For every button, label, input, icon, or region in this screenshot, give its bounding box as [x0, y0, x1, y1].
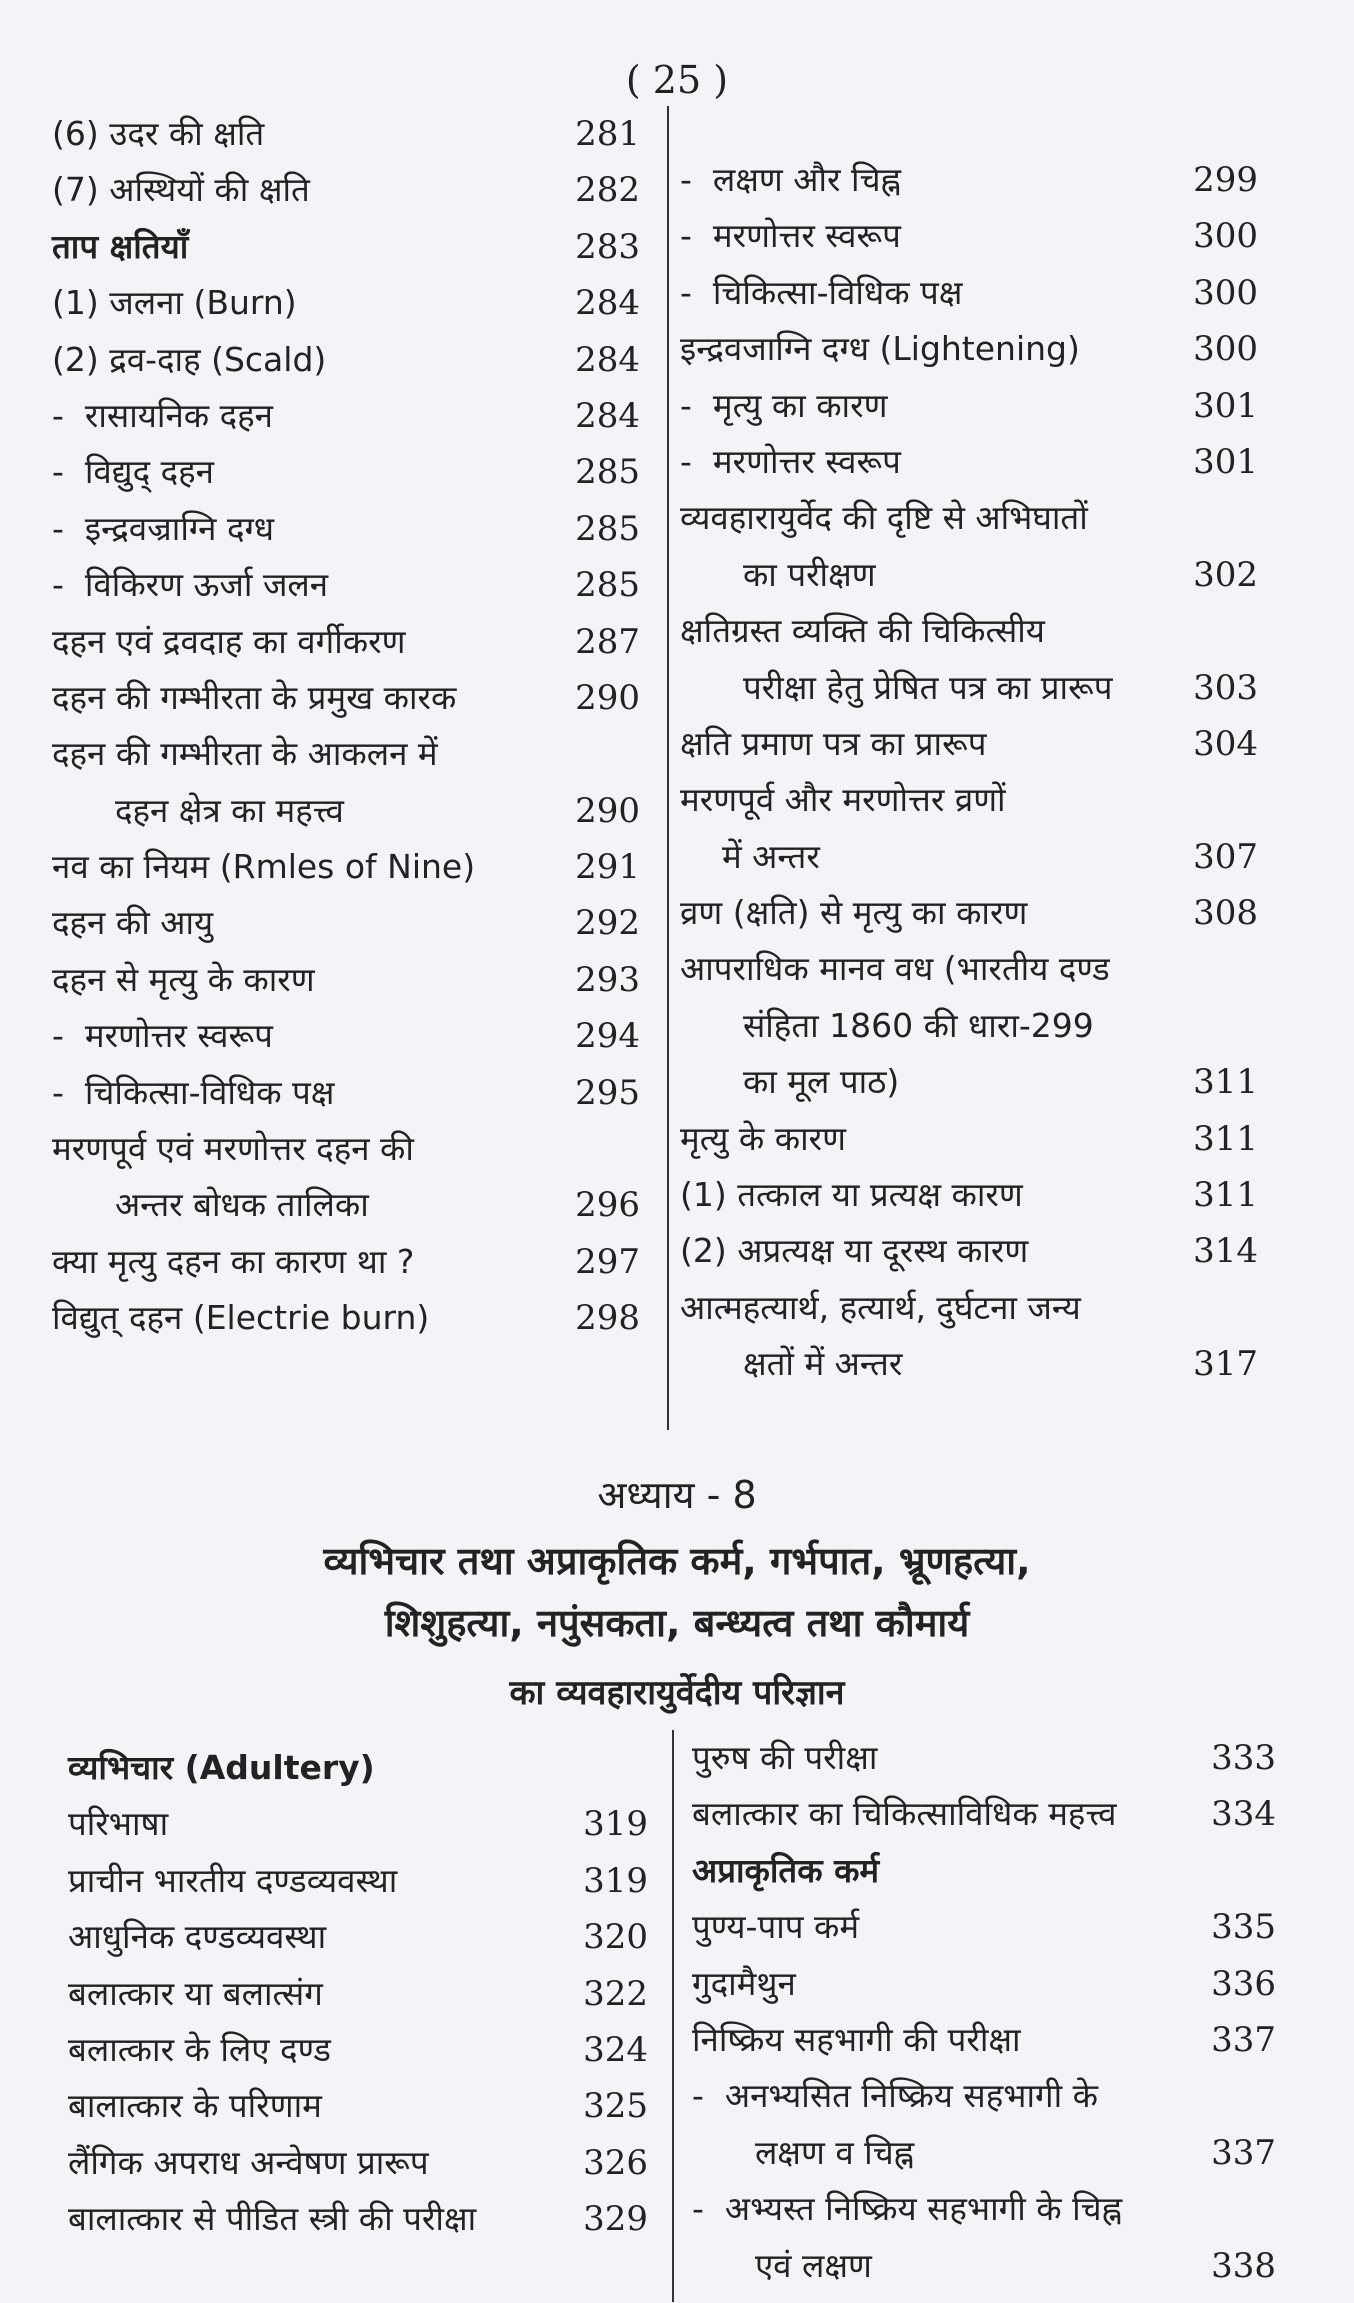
toc-entry-page: 319 — [583, 1804, 648, 1845]
toc-entry-title: का मूल पाठ) — [680, 1062, 900, 1102]
toc-entry-page: 290 — [575, 790, 640, 831]
toc-entry-page: 314 — [1193, 1231, 1258, 1272]
toc-entry — [680, 1336, 1258, 1392]
toc-entry — [52, 275, 640, 331]
toc-entry — [692, 1843, 1276, 1899]
toc-entry — [680, 772, 1258, 828]
toc-entry-title: गुदामैथुन — [692, 1963, 796, 2003]
toc-entry-page: 302 — [1193, 554, 1258, 595]
chapter-title-line1: व्यभिचार तथा अप्राकृतिक कर्म, गर्भपात, भ्रूणहत्या, — [323, 1539, 1031, 1583]
toc-entry — [692, 2068, 1276, 2124]
toc-entry — [680, 603, 1258, 659]
toc-entry-page: 329 — [583, 2199, 648, 2240]
toc-entry-title: - रासायनिक दहन — [52, 395, 273, 435]
toc-entry — [52, 501, 640, 557]
column-divider-bottom — [672, 1730, 674, 2302]
chapter-label: अध्याय - 8 — [597, 1473, 757, 1517]
toc-entry — [52, 952, 640, 1008]
toc-entry-title: - मरणोत्तर स्वरूप — [680, 441, 901, 481]
toc-entry-page: 298 — [575, 1298, 640, 1339]
toc-entry — [68, 1966, 648, 2022]
toc-entry-title: (6) उदर की क्षति — [52, 114, 265, 153]
toc-entry-page: 301 — [1193, 385, 1258, 426]
toc-entry-page: 333 — [1211, 1738, 1276, 1778]
toc-entry-title: व्रण (क्षति) से मृत्यु का कारण — [680, 893, 1028, 933]
toc-column-bottom-left — [68, 1740, 648, 2248]
toc-entry — [680, 1111, 1258, 1167]
toc-entry-title: - लक्षण और चिह्न — [680, 160, 902, 199]
toc-entry — [52, 1065, 640, 1121]
toc-entry — [68, 1853, 648, 1909]
toc-entry-page: 285 — [575, 452, 640, 493]
toc-entry-title: बलात्कार या बलात्संग — [68, 1973, 323, 2013]
toc-entry-page: 294 — [575, 1016, 640, 1057]
toc-entry — [68, 2022, 648, 2078]
toc-entry-title: बालात्कार से पीडित स्त्री की परीक्षा — [68, 2199, 477, 2239]
toc-entry-title: का परीक्षण — [680, 554, 876, 594]
toc-entry — [68, 1909, 648, 1965]
toc-entry-page: 293 — [575, 959, 640, 1000]
toc-entry — [692, 1730, 1276, 1786]
toc-entry-title: (2) द्रव-दाह (Scald) — [52, 339, 327, 379]
toc-entry-title: दहन से मृत्यु के कारण — [52, 959, 315, 999]
toc-entry-page: 283 — [575, 226, 640, 267]
toc-entry-title: - अभ्यस्त निष्क्रिय सहभागी के चिह्न — [692, 2189, 1123, 2229]
toc-entry-page: 285 — [575, 565, 640, 606]
toc-entry-title: (1) जलना (Burn) — [52, 283, 297, 323]
toc-entry — [52, 614, 640, 670]
toc-entry-title: इन्द्रवजाग्नि दग्ध (Lightening) — [680, 329, 1080, 369]
toc-entry — [68, 1796, 648, 1852]
toc-entry-page: 291 — [575, 847, 640, 888]
toc-entry-page: 335 — [1211, 1907, 1276, 1948]
toc-entry — [52, 1121, 640, 1177]
toc-column-bottom-right — [692, 1730, 1276, 2294]
toc-entry-title: क्षति प्रमाण पत्र का प्रारूप — [680, 723, 987, 763]
toc-entry — [52, 1234, 640, 1290]
toc-entry-page: 284 — [575, 283, 640, 324]
toc-entry — [692, 1956, 1276, 2012]
toc-entry-page: 285 — [575, 508, 640, 549]
toc-entry — [680, 265, 1258, 321]
toc-entry-page: 282 — [575, 170, 640, 211]
toc-entry-page: 320 — [583, 1917, 648, 1958]
toc-entry — [52, 1290, 640, 1346]
toc-entry-title: (1) तत्काल या प्रत्यक्ष कारण — [680, 1175, 1023, 1215]
toc-entry-page: 300 — [1193, 329, 1258, 370]
toc-entry-title: बलात्कार के लिए दण्ड — [68, 2029, 331, 2069]
toc-entry-title: निष्क्रिय सहभागी की परीक्षा — [692, 2019, 1021, 2059]
toc-entry-title: अप्राकृतिक कर्म — [692, 1850, 880, 1890]
toc-entry-page: 322 — [583, 1973, 648, 2014]
toc-entry-title: - विद्युद् दहन — [52, 452, 214, 492]
toc-entry-page: 299 — [1193, 160, 1258, 200]
toc-entry — [680, 434, 1258, 490]
toc-entry — [680, 1223, 1258, 1279]
toc-entry-title: मरणपूर्व एवं मरणोत्तर दहन की — [52, 1129, 414, 1169]
toc-entry-title: पुरुष की परीक्षा — [692, 1738, 878, 1777]
toc-entry-title: प्राचीन भारतीय दण्डव्यवस्था — [68, 1860, 398, 1900]
toc-entry-page: 296 — [575, 1185, 640, 1226]
toc-entry — [52, 444, 640, 500]
toc-entry-page: 311 — [1193, 1118, 1258, 1159]
toc-entry — [680, 941, 1258, 997]
toc-entry-title: दहन की गम्भीरता के आकलन में — [52, 734, 438, 774]
toc-entry-title: आधुनिक दण्डव्यवस्था — [68, 1917, 327, 1957]
toc-entry-title: - मरणोत्तर स्वरूप — [52, 1016, 273, 1056]
toc-entry — [52, 219, 640, 275]
toc-entry-page: 317 — [1193, 1344, 1258, 1385]
toc-entry-page: 311 — [1193, 1062, 1258, 1103]
toc-entry-title: - मृत्यु का कारण — [680, 385, 888, 425]
toc-entry — [680, 1167, 1258, 1223]
toc-entry — [68, 2078, 648, 2134]
toc-entry — [680, 660, 1258, 716]
toc-entry — [52, 670, 640, 726]
toc-entry-page: 301 — [1193, 441, 1258, 482]
toc-entry — [52, 895, 640, 951]
toc-entry — [692, 1899, 1276, 1955]
toc-entry-title: (7) अस्थियों की क्षति — [52, 170, 310, 210]
toc-entry-page: 308 — [1193, 893, 1258, 934]
toc-entry-title: ताप क्षतियाँ — [52, 226, 189, 266]
toc-entry-page: 295 — [575, 1072, 640, 1113]
toc-entry-title: दहन क्षेत्र का महत्त्व — [52, 790, 344, 830]
toc-entry-title: दहन की आयु — [52, 903, 214, 943]
toc-entry-title: दहन एवं द्रवदाह का वर्गीकरण — [52, 621, 406, 661]
toc-entry — [68, 2135, 648, 2191]
toc-entry-title: - चिकित्सा-विधिक पक्ष — [52, 1072, 335, 1112]
toc-entry-title: लक्षण व चिह्न — [692, 2132, 915, 2172]
toc-entry-title: - इन्द्रवज्राग्नि दग्ध — [52, 508, 275, 548]
toc-entry-title: विद्युत् दहन (Electrie burn) — [52, 1298, 430, 1338]
toc-entry-title: क्षतों में अन्तर — [680, 1344, 903, 1384]
toc-entry-page: 319 — [583, 1860, 648, 1901]
toc-entry — [692, 1786, 1276, 1842]
toc-entry — [68, 1740, 648, 1796]
toc-entry-title: नव का नियम (Rmles of Nine) — [52, 847, 476, 887]
toc-entry-title: (2) अप्रत्यक्ष या दूरस्थ कारण — [680, 1231, 1029, 1271]
toc-entry-page: 311 — [1193, 1175, 1258, 1216]
toc-entry-page: 290 — [575, 677, 640, 718]
toc-entry-page: 292 — [575, 903, 640, 944]
toc-entry — [52, 388, 640, 444]
toc-entry — [680, 490, 1258, 546]
toc-entry — [68, 2191, 648, 2247]
toc-entry — [52, 332, 640, 388]
toc-entry-page: 325 — [583, 2086, 648, 2127]
toc-entry-title: लैंगिक अपराध अन्वेषण प्रारूप — [68, 2142, 429, 2182]
toc-entry-title: संहिता 1860 की धारा-299 — [680, 1005, 1094, 1045]
toc-entry-page: 334 — [1211, 1794, 1276, 1835]
toc-entry-title: व्यवहारायुर्वेद की दृष्टि से अभिघातों — [680, 498, 1088, 538]
toc-entry — [680, 547, 1258, 603]
toc-entry — [680, 885, 1258, 941]
toc-entry-page: 326 — [583, 2142, 648, 2183]
toc-entry — [52, 557, 640, 613]
chapter-title-line2: शिशुहत्या, नपुंसकता, बन्ध्यत्व तथा कौमार्य — [384, 1601, 970, 1645]
toc-entry — [680, 1054, 1258, 1110]
toc-entry-page: 307 — [1193, 836, 1258, 877]
toc-column-top-right — [680, 152, 1258, 1393]
toc-entry-page: 337 — [1211, 2019, 1276, 2060]
toc-entry-title: आत्महत्यार्थ, हत्यार्थ, दुर्घटना जन्य — [680, 1287, 1081, 1327]
toc-entry-title: मरणपूर्व और मरणोत्तर व्रणों — [680, 780, 1006, 820]
toc-entry — [52, 162, 640, 218]
toc-entry-title: दहन की गम्भीरता के प्रमुख कारक — [52, 677, 457, 717]
toc-entry — [692, 2012, 1276, 2068]
toc-entry-page: 287 — [575, 621, 640, 662]
chapter-title-line3: का व्यवहारायुर्वेदीय परिज्ञान — [509, 1673, 845, 1713]
toc-entry — [52, 726, 640, 782]
toc-column-top-left — [52, 106, 640, 1347]
toc-entry-page: 336 — [1211, 1963, 1276, 2004]
toc-entry-page: 338 — [1211, 2245, 1276, 2286]
toc-entry — [680, 998, 1258, 1054]
toc-entry-title: परीक्षा हेतु प्रेषित पत्र का प्रारूप — [680, 667, 1113, 707]
toc-entry — [52, 1177, 640, 1233]
toc-entry-page: 297 — [575, 1241, 640, 1282]
toc-entry-title: एवं लक्षण — [692, 2245, 872, 2285]
toc-entry-page: 304 — [1193, 723, 1258, 764]
toc-entry-title: परिभाषा — [68, 1804, 169, 1844]
toc-entry — [692, 2181, 1276, 2237]
toc-entry — [680, 716, 1258, 772]
toc-entry-page: 300 — [1193, 272, 1258, 313]
toc-entry-title: व्यभिचार (Adultery) — [68, 1748, 375, 1787]
toc-entry-title: क्षतिग्रस्त व्यक्ति की चिकित्सीय — [680, 611, 1045, 651]
toc-entry — [692, 2238, 1276, 2294]
toc-entry-title: बालात्कार के परिणाम — [68, 2086, 322, 2126]
toc-entry — [692, 2125, 1276, 2181]
toc-entry-page: 324 — [583, 2029, 648, 2070]
column-divider-top — [667, 106, 669, 1430]
toc-entry-title: में अन्तर — [680, 836, 820, 876]
toc-entry-page: 337 — [1211, 2132, 1276, 2173]
toc-entry — [52, 783, 640, 839]
toc-entry-title: पुण्य-पाप कर्म — [692, 1907, 860, 1947]
toc-entry-page: 281 — [575, 114, 640, 154]
toc-entry-title: आपराधिक मानव वध (भारतीय दण्ड — [680, 949, 1110, 989]
toc-entry-title: - चिकित्सा-विधिक पक्ष — [680, 272, 963, 312]
toc-entry-page: 284 — [575, 339, 640, 380]
toc-entry-page: 284 — [575, 395, 640, 436]
toc-entry — [52, 839, 640, 895]
toc-entry-title: अन्तर बोधक तालिका — [52, 1185, 369, 1225]
toc-entry-page: 303 — [1193, 667, 1258, 708]
toc-entry — [680, 378, 1258, 434]
toc-entry-title: क्या मृत्यु दहन का कारण था ? — [52, 1241, 415, 1281]
toc-entry-title: मृत्यु के कारण — [680, 1118, 847, 1158]
toc-entry-title: - अनभ्यसित निष्क्रिय सहभागी के — [692, 2076, 1098, 2116]
toc-entry — [680, 152, 1258, 208]
toc-entry — [680, 829, 1258, 885]
toc-entry-title: बलात्कार का चिकित्साविधिक महत्त्व — [692, 1794, 1117, 1834]
toc-entry — [680, 208, 1258, 264]
toc-entry-title: - विकिरण ऊर्जा जलन — [52, 565, 329, 605]
toc-entry — [680, 321, 1258, 377]
toc-entry — [52, 106, 640, 162]
toc-entry — [52, 1008, 640, 1064]
toc-entry-title: - मरणोत्तर स्वरूप — [680, 216, 901, 256]
toc-entry — [680, 1280, 1258, 1336]
toc-entry-page: 300 — [1193, 216, 1258, 257]
page-number: ( 25 ) — [625, 58, 729, 102]
